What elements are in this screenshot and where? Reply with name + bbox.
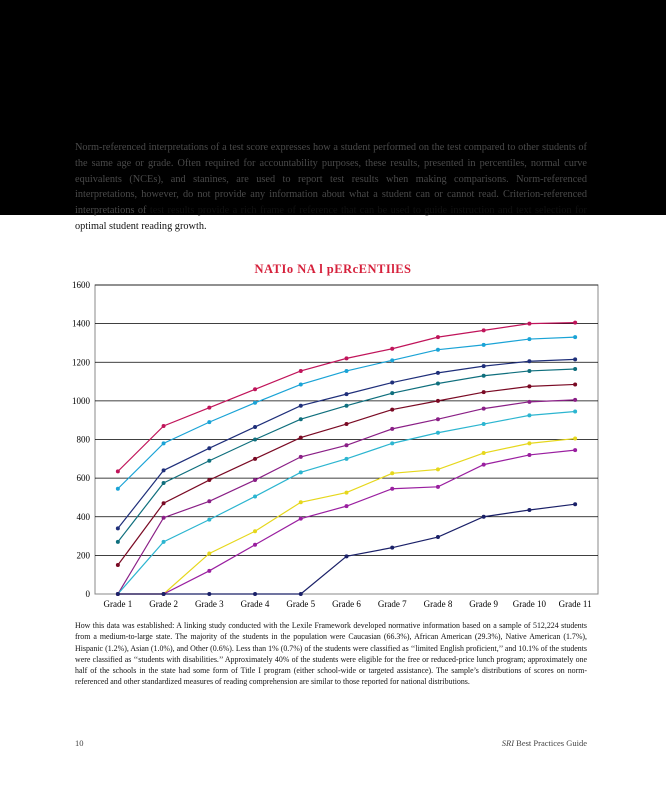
data-point xyxy=(116,526,120,530)
data-point xyxy=(436,431,440,435)
x-tick-label: Grade 5 xyxy=(286,599,316,609)
data-point xyxy=(162,540,166,544)
data-point xyxy=(436,417,440,421)
data-point xyxy=(436,371,440,375)
data-point xyxy=(253,425,257,429)
data-point xyxy=(253,387,257,391)
data-point xyxy=(207,406,211,410)
data-point xyxy=(299,592,303,596)
data-point xyxy=(527,337,531,341)
data-point xyxy=(207,551,211,555)
data-point xyxy=(162,516,166,520)
data-point xyxy=(345,554,349,558)
data-point xyxy=(436,348,440,352)
data-point xyxy=(390,487,394,491)
guide-name: Best Practices Guide xyxy=(514,738,587,748)
y-tick-label: 800 xyxy=(76,434,90,445)
data-point xyxy=(253,592,257,596)
data-point xyxy=(527,400,531,404)
data-point xyxy=(573,437,577,441)
y-tick-label: 400 xyxy=(76,511,90,522)
x-tick-label: Grade 6 xyxy=(332,599,361,609)
data-point xyxy=(207,518,211,522)
data-point xyxy=(527,413,531,417)
data-point xyxy=(527,453,531,457)
data-point xyxy=(436,535,440,539)
data-point xyxy=(345,392,349,396)
x-tick-label: Grade 11 xyxy=(558,599,592,609)
data-point xyxy=(573,367,577,371)
y-tick-label: 0 xyxy=(85,589,90,599)
x-tick-label: Grade 2 xyxy=(149,599,178,609)
data-point xyxy=(162,592,166,596)
data-point xyxy=(116,540,120,544)
data-point xyxy=(482,364,486,368)
data-point xyxy=(482,515,486,519)
data-point xyxy=(299,369,303,373)
intro-text: Norm-referenced interpretations of a test score expresses how a student performed on the test compared to other students of the same age or grade. Often required for accountability purposes, these results, presented in percentiles, normal curve equivalents (NCEs), and stanines, are used to report test results when making comparisons. Norm-referenced interpretations, however, do not provide any information about what a student can or cannot read. Criterion-referenced interpretations of xyxy=(75,142,587,217)
y-tick-label: 1400 xyxy=(72,318,90,329)
data-point xyxy=(390,408,394,412)
data-point xyxy=(436,485,440,489)
data-point xyxy=(527,441,531,445)
data-point xyxy=(162,468,166,472)
data-point xyxy=(573,321,577,325)
data-point xyxy=(345,457,349,461)
data-point xyxy=(436,381,440,385)
x-tick-label: Grade 10 xyxy=(512,599,547,609)
data-point xyxy=(390,441,394,445)
chart-title: NATIo NA l pERcENTIlES xyxy=(254,262,412,276)
x-tick-label: Grade 8 xyxy=(423,599,453,609)
data-point xyxy=(527,322,531,326)
data-point xyxy=(253,457,257,461)
data-point xyxy=(482,451,486,455)
data-point xyxy=(116,592,120,596)
data-point xyxy=(573,398,577,402)
data-point xyxy=(345,404,349,408)
data-point xyxy=(482,374,486,378)
data-point xyxy=(527,369,531,373)
data-point xyxy=(345,443,349,447)
data-point xyxy=(253,543,257,547)
data-point xyxy=(207,569,211,573)
data-point xyxy=(345,504,349,508)
data-point xyxy=(482,343,486,347)
data-point xyxy=(573,382,577,386)
data-point xyxy=(527,384,531,388)
y-tick-label: 600 xyxy=(76,473,90,484)
data-point xyxy=(207,446,211,450)
data-point xyxy=(207,459,211,463)
data-point xyxy=(436,399,440,403)
data-point xyxy=(482,463,486,467)
intro-tail-text: test results provide a rich frame of reference that can be used to guide instruction and text selection for optimal student reading growth. xyxy=(75,205,587,232)
x-tick-label: Grade 9 xyxy=(469,599,499,609)
data-point xyxy=(299,470,303,474)
data-point xyxy=(573,409,577,413)
y-tick-label: 200 xyxy=(76,550,90,561)
data-point xyxy=(253,401,257,405)
data-point xyxy=(527,359,531,363)
data-point xyxy=(390,471,394,475)
data-point xyxy=(436,335,440,339)
data-point xyxy=(116,487,120,491)
data-point xyxy=(162,501,166,505)
brand-name: SRI xyxy=(501,738,515,748)
data-point xyxy=(162,424,166,428)
data-point xyxy=(253,529,257,533)
data-point xyxy=(345,369,349,373)
data-point xyxy=(573,335,577,339)
percentile-line-chart xyxy=(58,278,603,616)
data-point xyxy=(299,455,303,459)
data-point xyxy=(299,500,303,504)
data-point xyxy=(207,420,211,424)
data-point xyxy=(482,422,486,426)
data-point xyxy=(253,494,257,498)
data-point xyxy=(299,436,303,440)
data-point xyxy=(299,417,303,421)
data-point xyxy=(390,358,394,362)
data-point xyxy=(345,356,349,360)
x-tick-label: Grade 1 xyxy=(103,599,133,609)
data-point xyxy=(207,499,211,503)
footer-brand xyxy=(502,738,587,748)
data-point xyxy=(299,382,303,386)
data-point xyxy=(162,441,166,445)
data-point xyxy=(482,390,486,394)
data-point xyxy=(573,448,577,452)
x-tick-label: Grade 7 xyxy=(377,599,407,609)
data-point xyxy=(116,469,120,473)
data-point xyxy=(116,563,120,567)
data-point xyxy=(299,517,303,521)
page-number: 10 xyxy=(75,738,84,748)
data-point xyxy=(390,347,394,351)
y-tick-label: 1000 xyxy=(72,395,90,406)
data-point xyxy=(390,427,394,431)
data-point xyxy=(299,404,303,408)
x-tick-label: Grade 4 xyxy=(240,599,270,609)
x-tick-label: Grade 3 xyxy=(194,599,224,609)
data-point xyxy=(573,357,577,361)
data-point xyxy=(345,491,349,495)
data-point xyxy=(390,381,394,385)
intro-paragraph xyxy=(75,140,587,235)
data-point xyxy=(573,502,577,506)
data-point xyxy=(390,546,394,550)
y-tick-label: 1200 xyxy=(72,357,90,368)
data-point xyxy=(207,478,211,482)
data-point xyxy=(345,422,349,426)
data-point xyxy=(253,478,257,482)
data-point xyxy=(390,391,394,395)
y-tick-label: 1600 xyxy=(72,280,90,290)
data-point xyxy=(207,592,211,596)
data-point xyxy=(436,467,440,471)
data-point xyxy=(162,481,166,485)
data-point xyxy=(253,438,257,442)
data-note: How this data was established: A linking study conducted with the Lexile Framework developed normative information based on a sample of 512,224 students from a medium-to-large state. The majority of the students in the population were Caucasian (66.3%), African American (29.3%), Native American (1.7%), Hispanic (1.2%), Asian (1.0%), and Other (0.6%). Less than 1% (0.7%) of the students were classified as ‘‘limited English proficient,’’ and 10.1% of the students were classified as ‘‘students with disabilities.’’ Approximately 40% of the students were eligible for the free or reduced-price lunch program; approximately one half of the schools in the state had some form of Title I program (either school-wide or targeted assistance). The sample’s distributions of scores on norm-referenced and other standardized measures of reading comprehension are similar to those reported for national distributions. xyxy=(75,621,587,687)
data-point xyxy=(482,407,486,411)
data-point xyxy=(482,328,486,332)
data-point xyxy=(527,508,531,512)
